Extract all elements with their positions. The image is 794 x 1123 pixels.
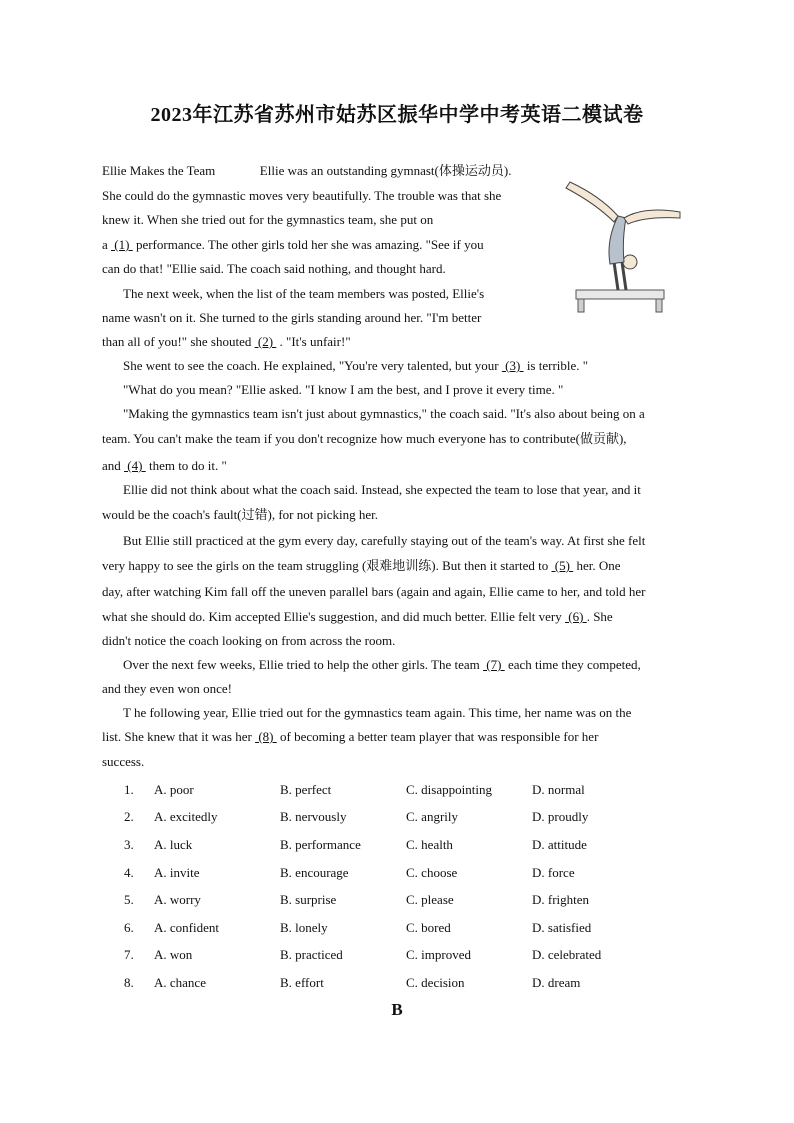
passage-line-18: day, after watching Kim fall off the uneven parallel bars (again and again, Ellie came to her, and told her [102,584,646,599]
option-d[interactable]: D. force [532,864,575,880]
option-b[interactable]: B. practiced [280,947,343,963]
option-a[interactable]: A. poor [154,781,194,797]
question-number: 8. [124,974,134,990]
passage-line-8: than all of you!" she shouted (2) . "It's unfair!" [102,334,351,349]
option-c[interactable]: C. angrily [406,809,458,825]
passage-line-20: didn't notice the coach looking on from across the room. [102,633,396,648]
passage-line-2: She could do the gymnastic moves very beautifully. The trouble was that she [102,188,502,203]
gymnast-torso [609,216,626,264]
option-a[interactable]: A. invite [154,864,200,880]
passage-line-22: and they even won once! [102,681,232,696]
passage-line-15: would be the coach's fault(过错), for not picking her. [102,507,378,522]
passage-line-1: Ellie Makes the Team Ellie was an outstanding gymnast(体操运动员). [102,163,512,178]
passage-line-21: Over the next few weeks, Ellie tried to help the other girls. The team (7) each time they competed, [123,657,641,672]
option-d[interactable]: D. celebrated [532,947,602,963]
page-title: 2023年江苏省苏州市姑苏区振华中学中考英语二模试卷 [150,104,644,126]
question-row [102,776,658,804]
passage-line-6: The next week, when the list of the team members was posted, Ellie's [123,286,485,301]
option-b[interactable]: B. nervously [280,809,347,825]
option-b[interactable]: B. surprise [280,892,337,908]
passage-line-25: success. [102,754,145,769]
passage-line-19: what she should do. Kim accepted Ellie's suggestion, and did much better. Ellie felt very (6) . She [102,609,613,624]
passage-line-16: But Ellie still practiced at the gym every day, carefully staying out of the team's way. At first she felt [123,533,646,548]
option-d[interactable]: D. normal [532,781,585,797]
question-number: 2. [124,809,134,825]
option-a[interactable]: A. won [154,947,193,963]
passage-line-17: very happy to see the girls on the team struggling (艰难地训练). But then it started to (5) her. One [102,558,621,573]
option-a[interactable]: A. chance [154,974,206,990]
question-number: 7. [124,947,134,963]
option-a[interactable]: A. worry [154,892,201,908]
passage-line-4: a (1) performance. The other girls told her she was amazing. "See if you [102,237,484,252]
option-a[interactable]: A. luck [154,836,193,852]
option-b[interactable]: B. perfect [280,781,332,797]
blank-6: (6) [565,609,587,624]
question-row [102,969,658,997]
blank-8: (8) [255,729,277,744]
gymnast-leg-right [624,210,680,224]
option-a[interactable]: A. confident [154,919,219,935]
question-number: 6. [124,919,134,935]
option-b[interactable]: B. effort [280,974,324,990]
blank-3: (3) [501,358,524,373]
option-d[interactable]: D. attitude [532,836,587,852]
option-d[interactable]: D. dream [532,974,581,990]
option-c[interactable]: C. choose [406,864,458,880]
question-row [102,886,658,914]
option-c[interactable]: C. bored [406,919,451,935]
gymnast-head [623,255,637,269]
blank-4: (4) [124,458,146,473]
passage-line-24: list. She knew that it was her (8) of becoming a better team player that was responsible for her [102,729,599,744]
passage-line-12: team. You can't make the team if you don't recognize how much everyone has to contribute(做贡献), [102,431,627,446]
passage-line-23: T he following year, Ellie tried out for the gymnastics team again. This time, her name was on the [123,705,632,720]
option-c[interactable]: C. decision [406,974,465,990]
option-c[interactable]: C. disappointing [406,781,492,797]
option-c[interactable]: C. health [406,836,453,852]
option-d[interactable]: D. proudly [532,809,589,825]
blank-1: (1) [111,237,133,252]
passage-line-11: "Making the gymnastics team isn't just about gymnastics," the coach said. "It's also about being on a [123,406,645,421]
beam-leg-right [656,299,662,312]
passage-line-9: She went to see the coach. He explained, "You're very talented, but your (3) is terrible. " [123,358,589,373]
passage-line-10: "What do you mean? "Ellie asked. "I know I am the best, and I prove it every time. " [123,382,564,397]
beam-leg-left [578,299,584,312]
blank-5: (5) [551,558,574,573]
question-row [102,942,658,970]
gymnast-illustration [548,166,694,316]
question-number: 5. [124,892,134,908]
blank-2: (2) [254,334,277,349]
question-number: 1. [124,781,134,797]
option-b[interactable]: B. performance [280,836,361,852]
options-table [102,776,658,997]
passage-line-14: Ellie did not think about what the coach said. Instead, she expected the team to lose that year, and it [123,482,641,497]
passage-line-7: name wasn't on it. She turned to the girls standing around her. "I'm better [102,310,482,325]
passage-heading: Ellie Makes the Team [102,163,216,178]
balance-beam [576,290,664,299]
option-a[interactable]: A. excitedly [154,809,218,825]
option-d[interactable]: D. frighten [532,892,590,908]
question-row [102,859,658,887]
question-number: 4. [124,864,134,880]
section-label: B [391,1000,403,1019]
question-row [102,914,658,942]
question-row [102,831,658,859]
option-b[interactable]: B. lonely [280,919,328,935]
question-row [102,804,658,832]
gymnast-leg-left [566,182,618,222]
option-c[interactable]: C. please [406,892,454,908]
passage-line-3: knew it. When she tried out for the gymnastics team, she put on [102,212,434,227]
option-c[interactable]: C. improved [406,947,471,963]
passage-line-5: can do that! "Ellie said. The coach said nothing, and thought hard. [102,261,446,276]
option-b[interactable]: B. encourage [280,864,349,880]
question-number: 3. [124,836,134,852]
passage-line-13: and (4) them to do it. " [102,458,227,473]
option-d[interactable]: D. satisfied [532,919,592,935]
blank-7: (7) [483,657,505,672]
